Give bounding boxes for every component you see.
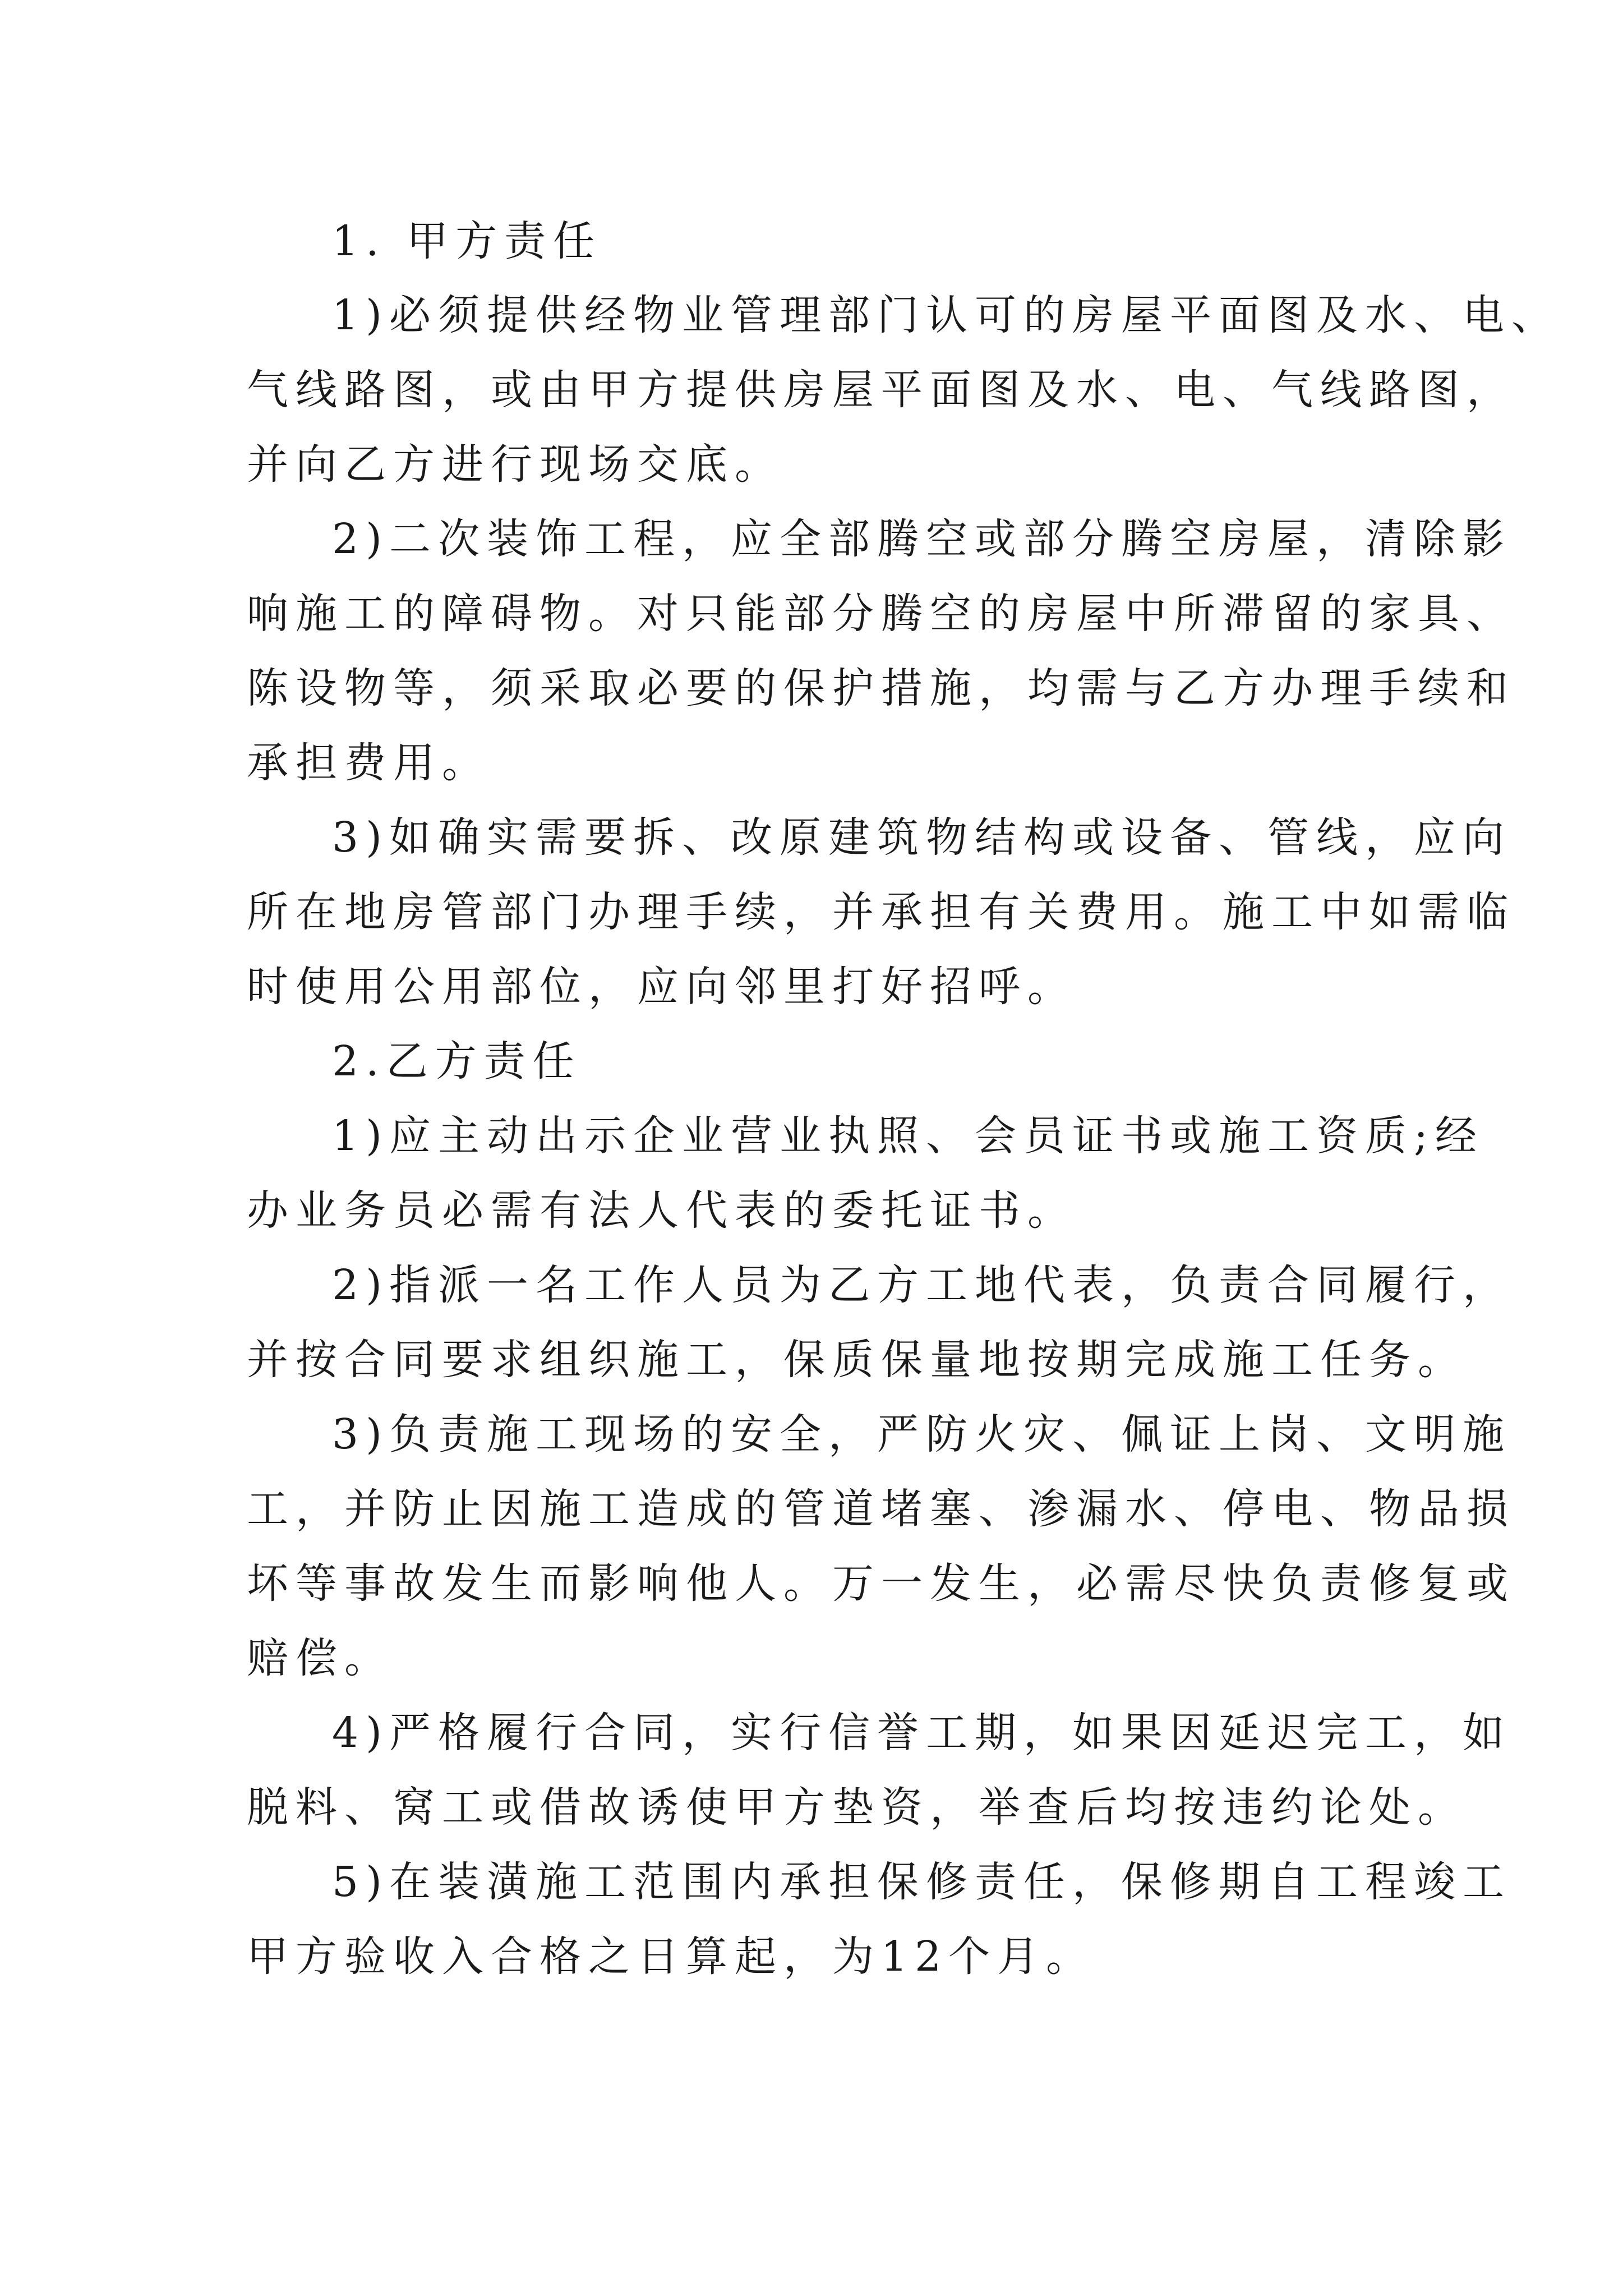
text-line: 脱料、窝工或借故诱使甲方垫资，举查后均按违约论处。 — [247, 1783, 1467, 1832]
text-line: 3)负责施工现场的安全，严防火灾、佩证上岗、文明施 — [332, 1410, 1511, 1458]
text-line: 所在地房管部门办理手续，并承担有关费用。施工中如需临 — [247, 888, 1515, 936]
text-line: 1)必须提供经物业管理部门认可的房屋平面图及水、电、 — [332, 291, 1560, 339]
text-line: 气线路图，或由甲方提供房屋平面图及水、电、气线路图， — [247, 366, 1515, 414]
section-heading-party-a: 1. 甲方责任 — [332, 217, 602, 265]
text-line: 承担费用。 — [247, 739, 491, 787]
text-line: 响施工的障碍物。对只能部分腾空的房屋中所滞留的家具、 — [247, 590, 1515, 638]
text-line: 3)如确实需要拆、改原建筑物结构或设备、管线，应向 — [332, 813, 1511, 862]
text-line: 2)指派一名工作人员为乙方工地代表，负责合同履行， — [332, 1261, 1511, 1309]
text-line: 5)在装潢施工范围内承担保修责任，保修期自工程竣工 — [332, 1858, 1511, 1906]
text-line: 4)严格履行合同，实行信誉工期，如果因延迟完工，如 — [332, 1709, 1511, 1757]
text-line: 1)应主动出示企业营业执照、会员证书或施工资质;经 — [332, 1112, 1484, 1160]
text-line: 工，并防止因施工造成的管道堵塞、渗漏水、停电、物品损 — [247, 1485, 1515, 1533]
text-line: 坏等事故发生而影响他人。万一发生，必需尽快负责修复或 — [247, 1559, 1515, 1608]
text-line: 甲方验收入合格之日算起，为12个月。 — [247, 1932, 1095, 1981]
text-line: 并按合同要求组织施工，保质保量地按期完成施工任务。 — [247, 1336, 1467, 1384]
text-line: 并向乙方进行现场交底。 — [247, 440, 783, 489]
text-line: 时使用公用部位，应向邻里打好招呼。 — [247, 963, 1076, 1011]
text-line: 办业务员必需有法人代表的委托证书。 — [247, 1186, 1076, 1235]
text-line: 2)二次装饰工程，应全部腾空或部分腾空房屋，清除影 — [332, 515, 1511, 563]
text-line: 赔偿。 — [247, 1634, 393, 1682]
text-line: 陈设物等，须采取必要的保护措施，均需与乙方办理手续和 — [247, 664, 1515, 712]
section-heading-party-b: 2.乙方责任 — [332, 1037, 582, 1085]
